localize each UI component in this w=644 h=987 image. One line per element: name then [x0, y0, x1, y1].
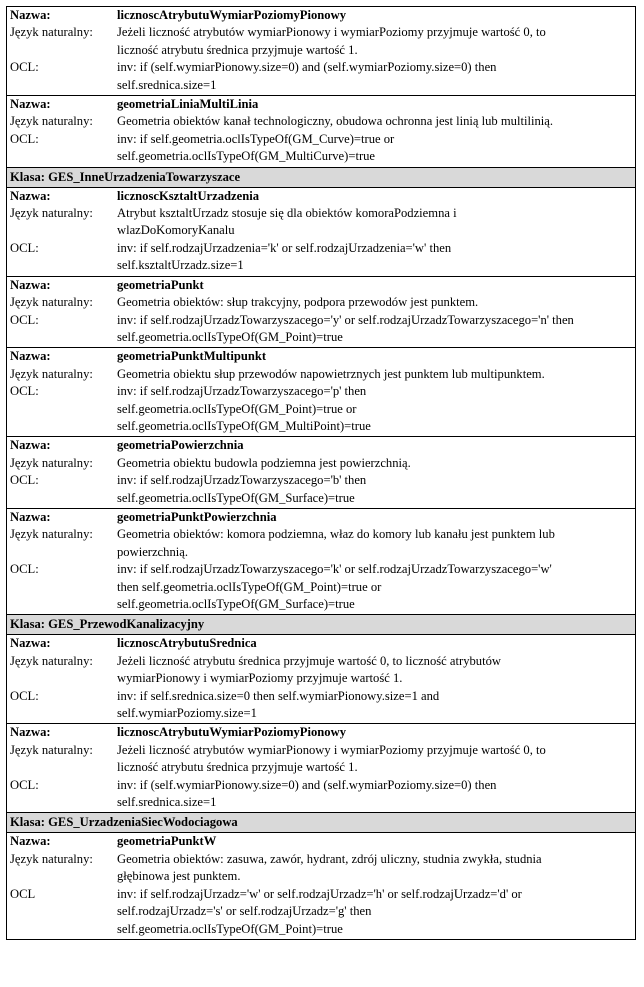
natural-language-text [117, 366, 635, 383]
natural-language-text [117, 294, 635, 311]
rule-name: licznoscKsztaltUrzadzenia [117, 188, 259, 203]
rule-name-row [7, 635, 635, 652]
rule-block [7, 188, 635, 277]
code-line: self.wymiarPoziomy.size=1 [117, 706, 257, 721]
name-label: Nazwa: [10, 8, 51, 22]
code-line: self.geometria.oclIsTypeOf(GM_Point)=true [117, 921, 343, 936]
natural-language-row [7, 366, 635, 383]
rule-name-row [7, 7, 635, 24]
natural-language-label: Język naturalny: [10, 851, 93, 866]
ocl-row [7, 312, 635, 347]
class-header: Klasa: GES_UrzadzeniaSiecWodociagowa [7, 813, 635, 833]
natural-language-text [117, 455, 635, 472]
text-line: wlazDoKomoryKanalu [117, 223, 235, 238]
ocl-label: OCL: [10, 473, 39, 488]
natural-language-text [117, 851, 635, 886]
text-line: Geometria obiektów: komora podziemna, właz do komory lub kanału jest punktem lub [117, 527, 555, 542]
rule-block [7, 96, 635, 168]
text-line: liczność atrybutu średnica przyjmuje wartość 1. [117, 760, 358, 775]
text-line: liczność atrybutu średnica przyjmuje wartość 1. [117, 42, 358, 57]
natural-language-label: Język naturalny: [10, 742, 93, 757]
code-line: inv: if self.rodzajUrzadz='w' or self.rodzajUrzadz='h' or self.rodzajUrzadz='d' or [117, 886, 522, 901]
rule-block [7, 724, 635, 813]
rule-name-row [7, 437, 635, 454]
rule-name: geometriaPowierzchnia [117, 438, 244, 453]
rule-name-row [7, 833, 635, 850]
natural-language-label: Język naturalny: [10, 206, 93, 221]
code-line: self.geometria.oclIsTypeOf(GM_MultiPoint)=true [117, 418, 371, 433]
natural-language-row [7, 24, 635, 59]
natural-language-label: Język naturalny: [10, 114, 93, 129]
text-line: Jeżeli liczność atrybutów wymiarPionowy i wymiarPoziomy przyjmuje wartość 0, to [117, 742, 546, 757]
ocl-label: OCL: [10, 240, 39, 255]
ocl-expression [117, 777, 635, 812]
ocl-row [7, 561, 635, 613]
class-header: Klasa: GES_PrzewodKanalizacyjny [7, 615, 635, 635]
rule-name: licznoscAtrybutuWymiarPoziomyPionowy [117, 8, 346, 22]
ocl-row [7, 383, 635, 435]
name-label: Nazwa: [10, 188, 51, 203]
ocl-label: OCL: [10, 777, 39, 792]
code-line: self.geometria.oclIsTypeOf(GM_Surface)=true [117, 490, 355, 505]
text-line: Geometria obiektów kanał technologiczny, obudowa ochronna jest linią lub multilinią. [117, 114, 554, 129]
natural-language-text [117, 742, 635, 777]
text-line: powierzchnią. [117, 544, 188, 559]
natural-language-label: Język naturalny: [10, 527, 93, 542]
code-line: inv: if self.geometria.oclIsTypeOf(GM_Curve)=true or [117, 131, 395, 146]
code-line: inv: if (self.wymiarPionowy.size=0) and (self.wymiarPoziomy.size=0) then [117, 777, 497, 792]
rule-block [7, 509, 635, 615]
natural-language-row [7, 455, 635, 472]
ocl-row [7, 131, 635, 166]
code-line: inv: if self.rodzajUrzadzTowarzyszacego='b' then [117, 473, 367, 488]
natural-language-label: Język naturalny: [10, 455, 93, 470]
natural-language-row [7, 205, 635, 240]
natural-language-row [7, 653, 635, 688]
rule-block [7, 7, 635, 96]
natural-language-text [117, 113, 635, 130]
natural-language-label: Język naturalny: [10, 653, 93, 668]
ocl-row [7, 59, 635, 94]
ocl-label: OCL: [10, 312, 39, 327]
code-line: inv: if self.rodzajUrzadzTowarzyszacego='p' then [117, 384, 367, 399]
code-line: self.srednica.size=1 [117, 77, 217, 92]
code-line: self.geometria.oclIsTypeOf(GM_MultiCurve)=true [117, 149, 376, 164]
ocl-expression [117, 383, 635, 435]
text-line: Jeżeli liczność atrybutu średnica przyjmuje wartość 0, to liczność atrybutów [117, 653, 501, 668]
rule-name: geometriaPunkt [117, 277, 204, 292]
code-line: inv: if (self.wymiarPionowy.size=0) and (self.wymiarPoziomy.size=0) then [117, 60, 497, 75]
ocl-row [7, 777, 635, 812]
natural-language-row [7, 526, 635, 561]
rule-name-row [7, 277, 635, 294]
ocl-expression [117, 886, 635, 938]
ocl-row [7, 688, 635, 723]
code-line: self.geometria.oclIsTypeOf(GM_Surface)=true [117, 597, 355, 611]
code-line: then self.geometria.oclIsTypeOf(GM_Point)=true or [117, 579, 382, 594]
text-line: Geometria obiektów: zasuwa, zawór, hydrant, zdrój uliczny, studnia zwykła, studnia [117, 851, 542, 866]
ocl-row [7, 886, 635, 938]
natural-language-row [7, 113, 635, 130]
name-label: Nazwa: [10, 277, 51, 292]
ocl-expression [117, 240, 635, 275]
name-label: Nazwa: [10, 438, 51, 453]
rule-name-row [7, 724, 635, 741]
code-line: self.geometria.oclIsTypeOf(GM_Point)=true or [117, 401, 357, 416]
code-line: inv: if self.srednica.size=0 then self.wymiarPionowy.size=1 and [117, 688, 440, 703]
ocl-label: OCL: [10, 688, 39, 703]
ocl-expression [117, 561, 635, 613]
rule-block [7, 833, 635, 938]
code-line: self.geometria.oclIsTypeOf(GM_Point)=true [117, 329, 343, 344]
ocl-expression [117, 312, 635, 347]
rule-name: geometriaPunktW [117, 834, 217, 849]
rule-name: licznoscAtrybutuSrednica [117, 636, 257, 651]
rule-block [7, 348, 635, 437]
text-line: Geometria obiektów: słup trakcyjny, podpora przewodów jest punktem. [117, 295, 479, 310]
code-line: self.ksztaltUrzadz.size=1 [117, 258, 244, 273]
natural-language-label: Język naturalny: [10, 25, 93, 40]
rule-name-row [7, 348, 635, 365]
rule-block [7, 437, 635, 509]
ocl-label: OCL: [10, 384, 39, 399]
name-label: Nazwa: [10, 509, 51, 524]
ocl-rules-table [6, 6, 636, 940]
natural-language-text [117, 24, 635, 59]
ocl-label: OCL: [10, 562, 39, 577]
ocl-label: OCL: [10, 60, 39, 75]
ocl-expression [117, 688, 635, 723]
text-line: głębinowa jest punktem. [117, 869, 241, 884]
natural-language-row [7, 294, 635, 311]
rule-name-row [7, 188, 635, 205]
text-line: wymiarPionowy i wymiarPoziomy przyjmuje wartość 1. [117, 671, 403, 686]
code-line: inv: if self.rodzajUrzadzTowarzyszacego='y' or self.rodzajUrzadzTowarzyszacego='n' then [117, 312, 574, 327]
rule-name: geometriaPunktPowierzchnia [117, 509, 277, 524]
ocl-label: OCL: [10, 131, 39, 146]
ocl-row [7, 240, 635, 275]
rule-name-row [7, 96, 635, 113]
natural-language-label: Język naturalny: [10, 295, 93, 310]
rule-block [7, 635, 635, 724]
natural-language-row [7, 851, 635, 886]
natural-language-text [117, 526, 635, 561]
text-line: Geometria obiektu budowla podziemna jest powierzchnią. [117, 455, 411, 470]
ocl-expression [117, 472, 635, 507]
natural-language-row [7, 742, 635, 777]
natural-language-text [117, 653, 635, 688]
text-line: Jeżeli liczność atrybutów wymiarPionowy i wymiarPoziomy przyjmuje wartość 0, to [117, 25, 546, 40]
natural-language-label: Język naturalny: [10, 366, 93, 381]
rule-name: geometriaLiniaMultiLinia [117, 97, 259, 112]
rule-name-row [7, 509, 635, 526]
rule-name: licznoscAtrybutuWymiarPoziomyPionowy [117, 725, 346, 740]
ocl-expression [117, 59, 635, 94]
rule-name: geometriaPunktMultipunkt [117, 349, 267, 364]
ocl-label: OCL [10, 886, 36, 901]
name-label: Nazwa: [10, 97, 51, 112]
code-line: self.srednica.size=1 [117, 795, 217, 810]
name-label: Nazwa: [10, 636, 51, 651]
text-line: Geometria obiektu słup przewodów napowietrznych jest punktem lub multipunktem. [117, 366, 545, 381]
natural-language-text [117, 205, 635, 240]
code-line: inv: if self.rodzajUrzadzenia='k' or self.rodzajUrzadzenia='w' then [117, 240, 452, 255]
ocl-row [7, 472, 635, 507]
text-line: Atrybut ksztaltUrzadz stosuje się dla obiektów komoraPodziemna i [117, 206, 457, 221]
class-header: Klasa: GES_InneUrzadzeniaTowarzyszace [7, 168, 635, 188]
code-line: inv: if self.rodzajUrzadzTowarzyszacego='k' or self.rodzajUrzadzTowarzyszacego='w' [117, 562, 552, 577]
name-label: Nazwa: [10, 725, 51, 740]
rule-block [7, 277, 635, 349]
ocl-expression [117, 131, 635, 166]
code-line: self.rodzajUrzadz='s' or self.rodzajUrzadz='g' then [117, 904, 372, 919]
name-label: Nazwa: [10, 349, 51, 364]
name-label: Nazwa: [10, 834, 51, 849]
